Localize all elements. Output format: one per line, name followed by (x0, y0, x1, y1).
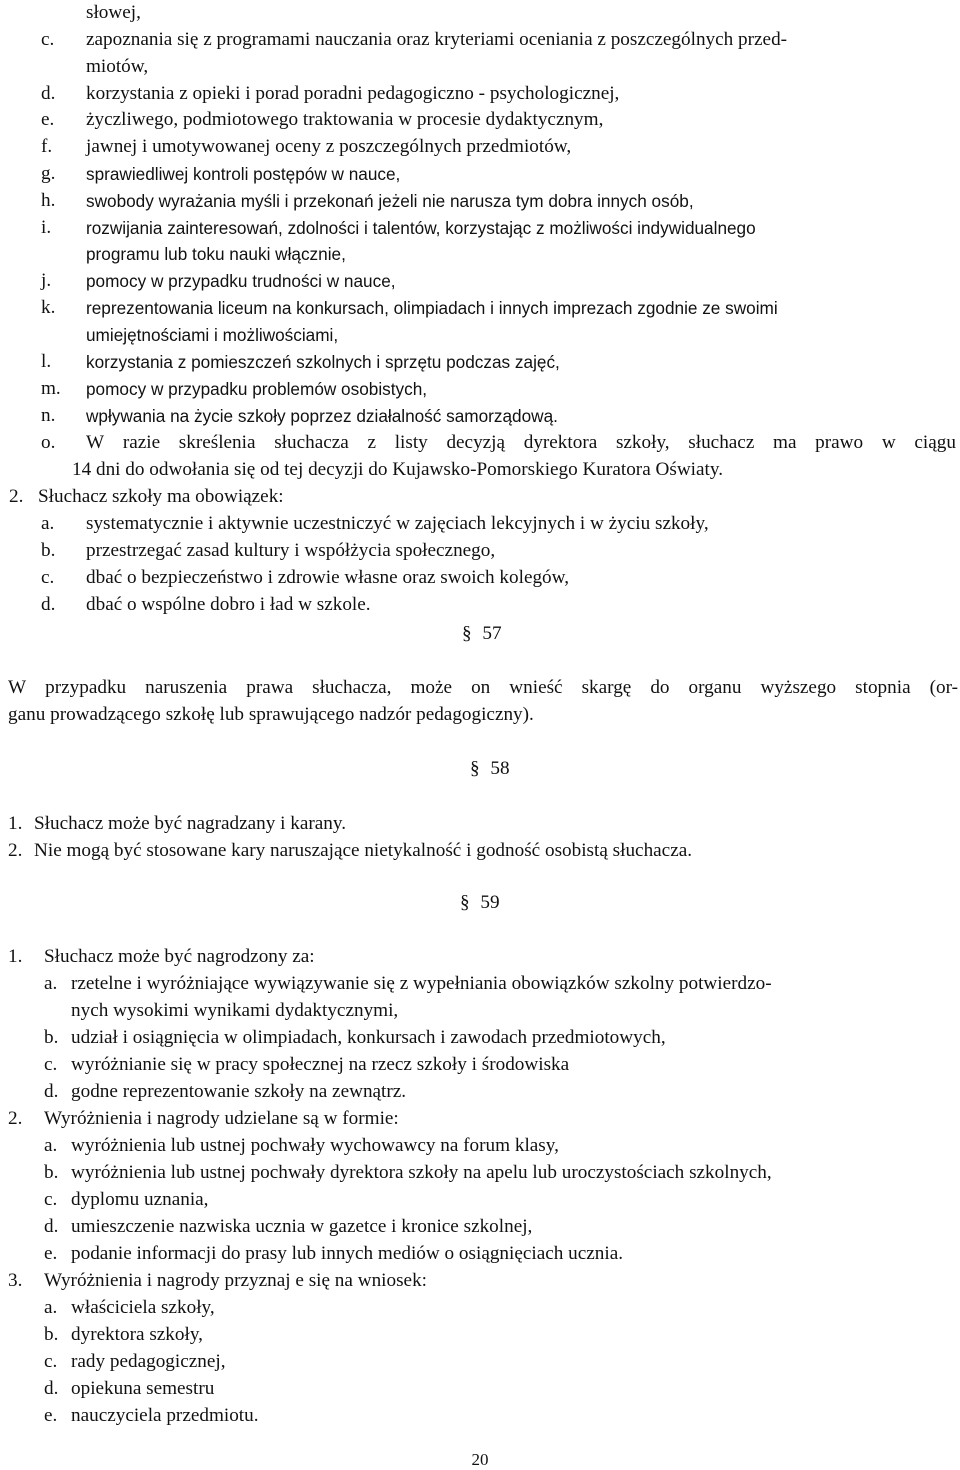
word: prawa (246, 677, 294, 698)
word: organu (688, 677, 742, 698)
word: wnieść (509, 677, 563, 698)
word: stopnia (855, 677, 911, 698)
word: słuchacz (688, 432, 755, 453)
word: może (410, 677, 453, 698)
word: w (881, 432, 896, 453)
word: ciągu (914, 432, 956, 453)
word: ma (773, 432, 797, 453)
word: on (471, 677, 491, 698)
word: do (650, 677, 670, 698)
word: przypadku (45, 677, 127, 698)
section-sign-icon: § (462, 623, 472, 644)
word: słuchacza (274, 432, 349, 453)
document-page: słowej, c. zapoznania się z programami nauczania oraz kryteriami oceniania z poszczególnych przed- miotów, d. korzystania z opieki i porad poradni pedagogiczno - psychologicznej, e. życzliwego, podmiotowego traktowania w procesie dydaktycznym, f. jawnej i umotywowanej oceny z poszczególnych przedmiotów, g. sprawiedliwej kontroli postępów w nauce, h. swobody wyrażania myśli i przekonań jeżeli nie narusza tym dobra innych osób, i. rozwijania zainteresowań, zdolności i talentów, korzystając z możliwości indywidualnego programu lub toku nauki włącznie, j. pomocy w przypadku trudności w nauce, k. reprezentowania liceum na konkursach, olimpiadach i innych imprezach zgodnie ze swoimi umiejętnościami i możliwościami, l. korzystania z pomieszczeń szkolnych i sprzętu podczas zajęć, m. pomocy w przypadku problemów osobistych, n. wpływania na życie szkoły poprzez działalność samorządową. o. W razie skreślenia słuchacza z listy decyzją dyrektora szkoły, słuchacz ma prawo w ciągu 14 dni do odwołania się od tej decyzji do Kujawsko-Pomorskiego Kuratora Oświaty. 2. Słuchacz szkoły ma obowiązek: a. systematycznie i aktywnie uczestniczyć w zajęciach lekcyjnych i w życiu szkoły, b. przestrzegać zasad kultury i współżycia społecznego, c. dbać o bezpieczeństwo i zdrowie własne oraz swoich kolegów, d. dbać o wspólne dobro i ład w szkole. § 57 W przypadku naruszenia prawa słuchacza, może on wnieść skargę do organu wyższego stopnia (or- ganu prowadzącego szkołę lub sprawującego nadzór pedagogiczny). § 58 1. Słuchacz może być nagradzany i karany. 2. Nie mogą być stosowane kary naruszające nietykalność i godność osobistą słuchacza. § 59 1. Słuchacz może być nagrodzony za: a. rzetelne i wyróżniające wywiązywanie się z wypełniania obowiązków szkolny potwierdzo- nych wysokimi wynikami dydaktycznymi, b. udział i osiągnięcia w olimpiadach, konkursach i zawodach przedmiotowych, c. wyróżnianie się w pracy społecznej na rzecz szkoły i środowiska d. godne reprezentowanie szkoły na zewnątrz. 2. Wyróżnienia i nagrody udzielane są w formie: a. wyróżnienia lub ustnej pochwały wychowawcy na forum klasy, b. wyróżnienia lub ustnej pochwały dyrektora szkoły na apelu lub uroczystościach szkolnych, c. dyplomu uznania, d. umieszczenie nazwiska ucznia w gazetce i kronice szkolnej, e. podanie informacji do prasy lub innych mediów o osiągnięciach ucznia. 3. Wyróżnienia i nagrody przyznaj e się na wniosek: a. właściciela szkoły, b. dyrektora szkoły, c. rady pedagogicznej, d. opiekuna semestru e. nauczyciela przedmiotu. 20 (0, 0, 960, 1468)
word: listy (394, 432, 428, 453)
section-heading-58: § 58 (470, 758, 510, 779)
word: skreślenia (178, 432, 256, 453)
word: wyższego (760, 677, 837, 698)
word: z (367, 432, 376, 453)
word: (or- (929, 677, 958, 698)
word: szkoły, (615, 432, 670, 453)
word: dyrektora (523, 432, 598, 453)
word: razie (122, 432, 161, 453)
word: decyzją (446, 432, 506, 453)
word: skargę (581, 677, 632, 698)
word: naruszenia (145, 677, 228, 698)
page-number: 20 (471, 1450, 489, 1469)
section-sign-icon: § (470, 758, 480, 779)
word: prawo (815, 432, 864, 453)
section-heading-57: § 57 (462, 623, 502, 644)
word: słuchacza, (312, 677, 392, 698)
paragraph-line-justified (8, 677, 958, 699)
word: W (8, 677, 27, 698)
word: W (86, 432, 105, 453)
section-heading-59: § 59 (460, 892, 500, 913)
justified-line (86, 432, 956, 454)
section-sign-icon: § (460, 892, 470, 913)
